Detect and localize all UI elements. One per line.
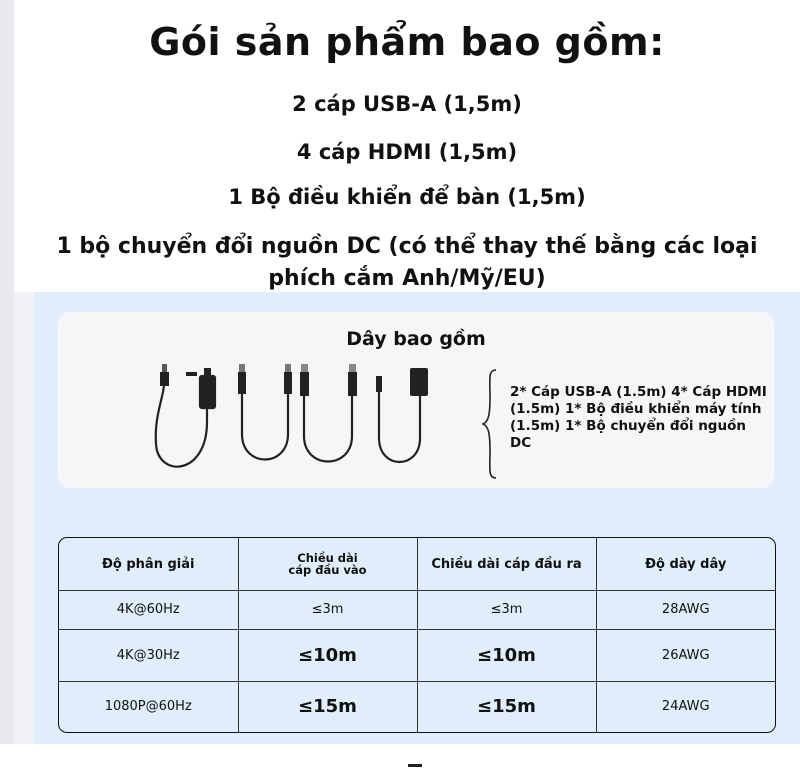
cell-output-length: ≤15m <box>417 681 596 732</box>
header-thickness: Độ dày dây <box>596 538 775 591</box>
cell-input-length: ≤15m <box>238 681 417 732</box>
package-item-1: 2 cáp USB-A (1,5m) <box>292 92 522 116</box>
header-input-length <box>238 538 417 591</box>
bottom-strip <box>0 744 800 774</box>
package-item-4 <box>14 231 800 295</box>
cell-output-length: ≤3m <box>417 591 596 630</box>
package-item-4-line-1: 1 bộ chuyển đổi nguồn DC (có thể thay thế bằng các loại <box>56 234 758 259</box>
table-row <box>59 629 775 681</box>
cell-input-length: ≤10m <box>238 629 417 681</box>
header-input-length-line-1: Chiều dài <box>297 551 358 565</box>
cables-illustration <box>148 356 438 481</box>
package-item-3: 1 Bộ điều khiển để bàn (1,5m) <box>228 185 586 209</box>
cell-input-length: ≤3m <box>238 591 417 630</box>
header-section <box>14 0 800 292</box>
header-output-length: Chiều dài cáp đầu ra <box>417 538 596 591</box>
usb-cable-icon <box>238 364 292 460</box>
page-title: Gói sản phẩm bao gồm: <box>149 20 665 64</box>
cell-output-length: ≤10m <box>417 629 596 681</box>
cables-description: 2* Cáp USB-A (1.5m) 4* Cáp HDMI (1.5m) 1* Bộ điều khiển máy tính (1.5m) 1* Bộ chuyển đổi nguồn DC <box>510 384 767 451</box>
cell-thickness: 28AWG <box>596 591 775 630</box>
power-adapter-icon <box>156 364 215 467</box>
cell-resolution: 1080P@60Hz <box>59 681 238 732</box>
header-input-length-line-2: cáp đầu vào <box>288 563 367 577</box>
hdmi-cable-icon <box>300 364 357 462</box>
table-row <box>59 681 775 732</box>
package-item-4-line-2: phích cắm Anh/Mỹ/EU) <box>268 266 546 291</box>
spec-table <box>58 537 776 733</box>
cut-off-text-mark <box>408 764 422 773</box>
controller-cable-icon <box>376 368 428 462</box>
cables-card-title: Dây bao gồm <box>346 328 486 350</box>
table-row <box>59 591 775 630</box>
cell-thickness: 24AWG <box>661 699 710 715</box>
left-strip <box>0 0 14 774</box>
cell-resolution: 4K@30Hz <box>59 629 238 681</box>
header-resolution: Độ phân giải <box>59 538 238 591</box>
brace-icon <box>482 368 498 480</box>
cell-thickness: 26AWG <box>596 629 775 681</box>
cell-resolution: 4K@60Hz <box>59 591 238 630</box>
package-item-2: 4 cáp HDMI (1,5m) <box>296 140 518 164</box>
table-header-row <box>59 538 775 591</box>
cables-card <box>58 312 774 488</box>
